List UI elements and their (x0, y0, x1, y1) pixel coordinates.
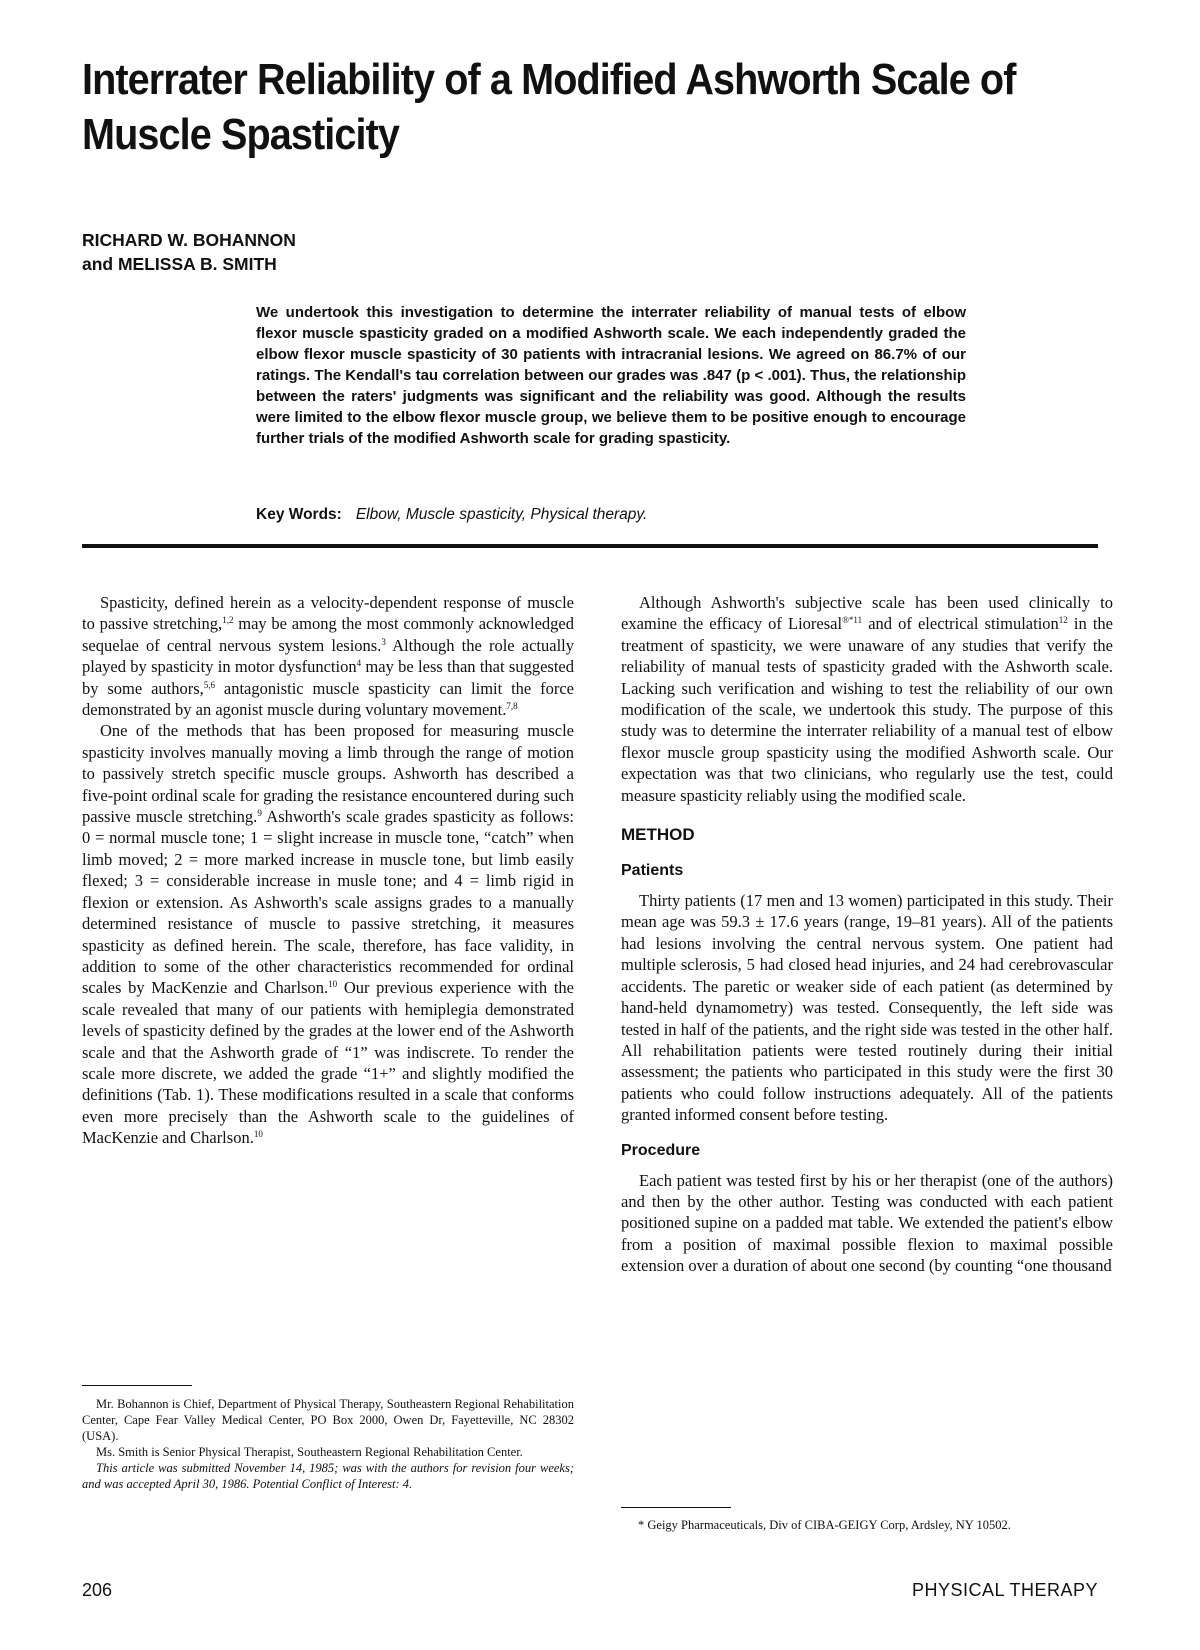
footnote-rule-right (621, 1507, 731, 1508)
keywords-value: Elbow, Muscle spasticity, Physical therapy. (355, 506, 648, 523)
abstract: We undertook this investigation to determine the interrater reliability of manual tests of elbow flexor muscle spasticity graded on a modified Ashworth scale. We each independently graded the elbow flexor muscle spasticity of 30 patients with intracranial lesions. We agreed on 86.7% of our ratings. The Kendall's tau correlation between our grades was .847 (p < .001). Thus, the relationship between the raters' judgments was significant and the reliability was good. Although the results were limited to the elbow flexor muscle group, we believe them to be positive enough to encourage further trials of the modified Ashworth scale for grading spasticity. (256, 304, 966, 447)
footnote-rule-left (82, 1385, 192, 1386)
footnote-geigy: * Geigy Pharmaceuticals, Div of CIBA-GEIGY Corp, Ardsley, NY 10502. (638, 1518, 1011, 1532)
author-line-2: and MELISSA B. SMITH (82, 254, 277, 274)
header-rule (82, 544, 1098, 548)
left-column (82, 592, 574, 1149)
intro-paragraph-1: Spasticity, defined herein as a velocity-dependent response of muscle to passive stretching,$^{1,2}$ may be among the most commonly acknowledged sequelae of central nervous system lesions.$^3$ Although the role actually played by spasticity in motor dysfunction$^4$ may be less than that suggested by some authors,$^{5,6}$ antagonistic muscle spasticity can limit the force demonstrated by an agonist muscle during voluntary movement.$^{7,8}$ (82, 593, 574, 720)
method-heading: METHOD (621, 825, 695, 845)
intro-paragraph-2: One of the methods that has been proposed for measuring muscle spasticity involves manually moving a limb through the range of motion to passively stretch specific muscle groups. Ashworth has described a five-point ordinal scale for grading the resistance encountered during such passive muscle stretching.$^9$ Ashworth's scale grades spasticity as follows: 0 = normal muscle tone; 1 = slight increase in muscle tone, “catch” when limb moved; 2 = more marked increase in muscle tone, but limb easily flexed; 3 = considerable increase in musle tone; and 4 = limb rigid in flexion or extension. As Ashworth's scale assigns grades to a manually determined resistance of muscle to passive stretching, it measures spasticity as defined herein. The scale, therefore, has face validity, in addition to some of the other characteristics recommended for ordinal scales by MacKenzie and Charlson.$^{10}$ Our previous experience with the scale revealed that many of our patients with hemiplegia demonstrated levels of spasticity defined by the grades at the lower end of the Ashworth scale and that the Ashworth grade of “1” was indiscrete. To render the scale more discrete, we added the grade “1+” and slightly modified the definitions (Tab. 1). These modifications resulted in a scale that conforms even more precisely than the Ashworth scale to the guidelines of MacKenzie and Charlson.$^{10}$ (82, 721, 574, 1148)
footnote-submission: This article was submitted November 14, 1985; was with the authors for revision four weeks; and was accepted April 30, 1986. Potential Conflict of Interest: 4. (82, 1461, 574, 1491)
author-line-1: RICHARD W. BOHANNON (82, 230, 296, 250)
footnote-bohannon: Mr. Bohannon is Chief, Department of Physical Therapy, Southeastern Regional Rehabilitation Center, Cape Fear Valley Medical Center, PO Box 2000, Owen Dr, Fayetteville, NC 28302 (USA). (82, 1397, 574, 1443)
page-number: 206 (82, 1580, 113, 1600)
procedure-paragraph: Each patient was tested first by his or her therapist (one of the authors) and then by the other author. Testing was conducted with each patient positioned supine on a padded mat table. We extended the patient's elbow from a position of maximal possible flexion to maximal possible extension over a duration of about one second (by counting “one thousand (621, 1170, 1113, 1276)
intro-paragraph-3: Although Ashworth's subjective scale has been used clinically to examine the efficacy of Lioresal$^{®*11}$ and of electrical stimulation$^{12}$ in the treatment of spasticity, we were unaware of any studies that verify the reliability of manual tests of spasticity graded with the Ashworth scale. Lacking such verification and wishing to test the reliability of our own modification of the scale, we undertook this study. The purpose of this study was to determine the interrater reliability of a manual test of elbow flexor muscle group spasticity using the modified Ashworth scale. Our expectation was that two clinicians, who regularly use the test, could measure spasticity reliably using the modified scale. (621, 593, 1113, 805)
patients-heading: Patients (621, 862, 684, 880)
procedure-heading: Procedure (621, 1141, 701, 1159)
article-title: Interrater Reliability of a Modified Ashworth Scale of Muscle Spasticity (82, 55, 1016, 159)
author-footnotes (82, 1396, 574, 1492)
footnote-smith: Ms. Smith is Senior Physical Therapist, Southeastern Regional Rehabilitation Center. (96, 1445, 523, 1459)
patients-paragraph: Thirty patients (17 men and 13 women) participated in this study. Their mean age was 59.3 ± 17.6 years (range, 19–81 years). All of the patients had lesions involving the central nervous system. One patient had multiple sclerosis, 5 had closed head injuries, and 24 had cerebrovascular accidents. The paretic or weaker side of each patient (as determined by hand-held dynamometry) was tested. Consequently, the left side was tested in half of the patients, and the right side was tested in the other half. All rehabilitation patients were tested routinely during their initial assessment; the patients who participated in this study were the first 30 patients who could follow instructions adequately. All of the patients granted informed consent before testing. (621, 891, 1113, 1125)
right-column (621, 592, 1113, 1277)
keywords (256, 506, 647, 524)
keywords-label: Key Words: (256, 506, 342, 523)
journal-name: PHYSICAL THERAPY (911, 1580, 1098, 1600)
author-list (82, 228, 296, 276)
